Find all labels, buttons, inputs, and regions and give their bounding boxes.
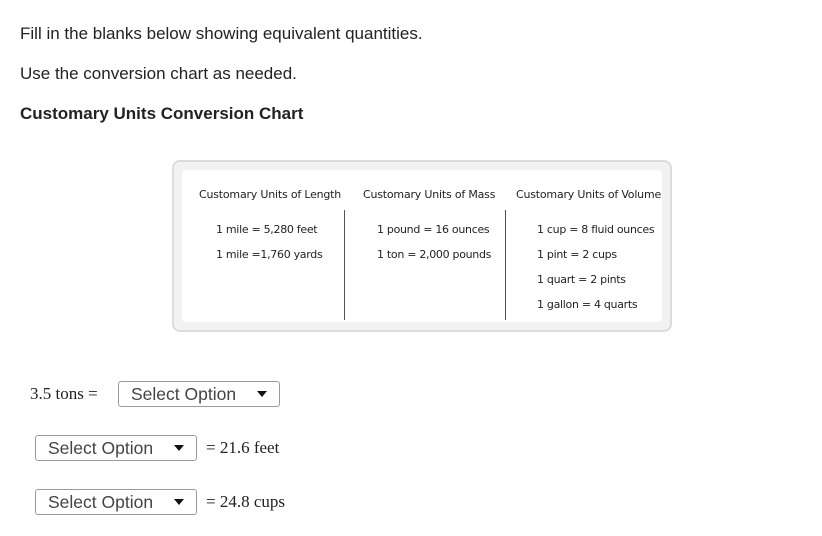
volume-item: 1 gallon = 4 quarts <box>537 298 638 311</box>
column-divider <box>505 210 506 320</box>
volume-header: Customary Units of Volume <box>516 188 662 201</box>
length-item: 1 mile =1,760 yards <box>216 248 323 261</box>
volume-item: 1 pint = 2 cups <box>537 248 617 261</box>
length-header: Customary Units of Length <box>199 188 342 201</box>
question-3-select[interactable] <box>35 489 197 515</box>
mass-header: Customary Units of Mass <box>363 188 496 201</box>
mass-item: 1 ton = 2,000 pounds <box>377 248 492 261</box>
question-2-select[interactable] <box>35 435 197 461</box>
select-placeholder: Select Option <box>131 384 237 404</box>
question-1-select[interactable] <box>118 381 280 407</box>
question-2-given: = 21.6 feet <box>206 438 280 457</box>
caret-down-icon <box>257 391 267 397</box>
volume-item: 1 quart = 2 pints <box>537 273 626 286</box>
instruction-text-chart-hint: Use the conversion chart as needed. <box>20 64 297 83</box>
instruction-text: Fill in the blanks below showing equivalent quantities. <box>20 24 423 43</box>
select-placeholder: Select Option <box>48 492 154 512</box>
question-3-given: = 24.8 cups <box>206 492 285 511</box>
chart-title: Customary Units Conversion Chart <box>20 104 304 123</box>
length-item: 1 mile = 5,280 feet <box>216 223 318 236</box>
question-1-given: 3.5 tons = <box>30 384 98 403</box>
conversion-chart-panel <box>182 170 662 322</box>
caret-down-icon <box>174 499 184 505</box>
volume-item: 1 cup = 8 fluid ounces <box>537 223 655 236</box>
column-divider <box>344 210 345 320</box>
mass-item: 1 pound = 16 ounces <box>377 223 490 236</box>
conversion-chart <box>172 160 672 332</box>
select-placeholder: Select Option <box>48 438 154 458</box>
caret-down-icon <box>174 445 184 451</box>
